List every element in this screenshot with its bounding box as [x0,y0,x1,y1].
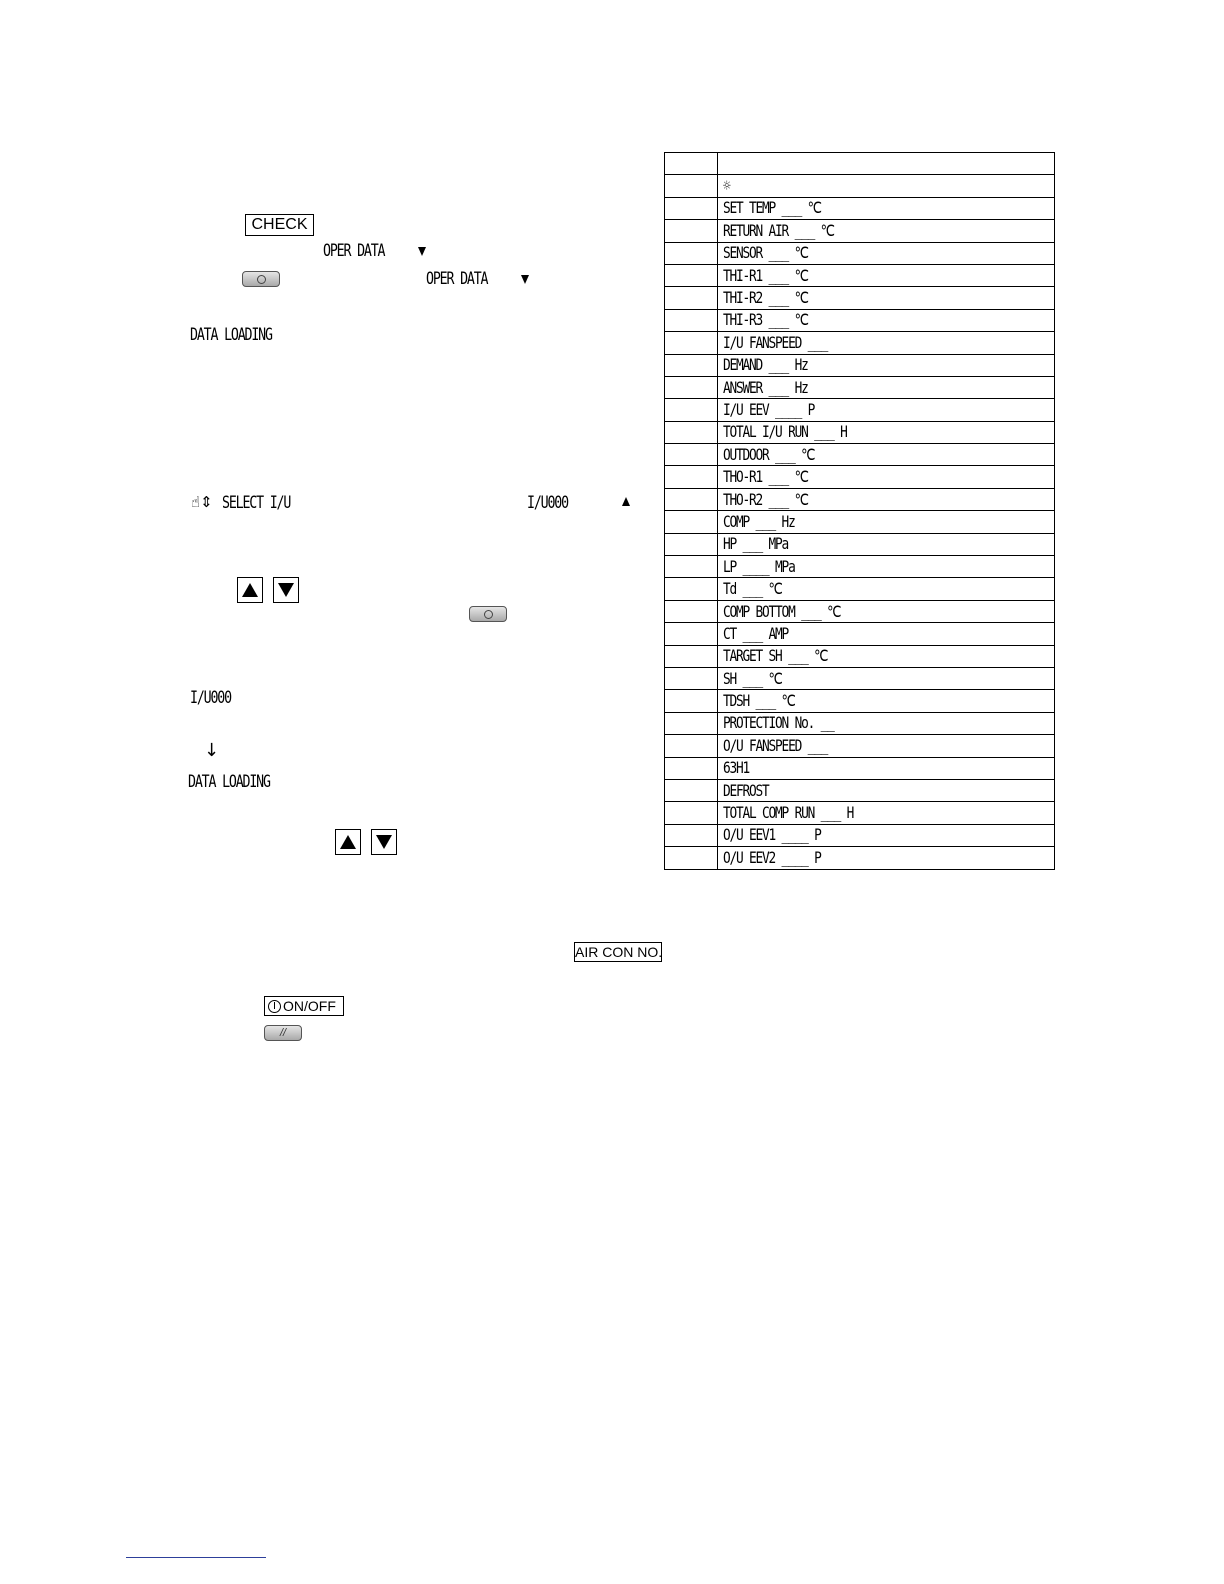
table-row [665,802,1055,824]
table-row [665,444,1055,466]
table-cell-item [718,197,1055,219]
down-arrow-button[interactable] [371,829,397,855]
table-cell-code [665,690,718,712]
table-item-text: TOTAL I/U RUN ___ H [723,422,847,442]
table-cell-code [665,466,718,488]
table-cell-item [718,757,1055,779]
table-cell-code [665,242,718,264]
table-cell-code [665,376,718,398]
table-item-text: ANSWER ___ Hz [723,377,808,397]
table-row [665,376,1055,398]
table-item-text: TDSH ___ ℃ [723,691,795,711]
operation-data-table [664,152,1055,870]
iu000-label: I/U000 [527,493,568,513]
table-item-text: O/U EEV1 ____ P [723,825,821,845]
set-button-icon[interactable] [242,271,280,287]
table-item-text: THI-R1 ___ ℃ [723,265,808,285]
table-cell-item [718,802,1055,824]
table-cell-code [665,824,718,846]
table-item-text: THI-R3 ___ ℃ [723,310,808,330]
select-iu-label: SELECT I/U [222,493,291,513]
table-item-text: RETURN AIR ___ ℃ [723,220,834,240]
table-item-text: TARGET SH ___ ℃ [723,646,828,666]
table-cell-item [718,645,1055,667]
table-row [665,735,1055,757]
table-cell-item [718,667,1055,689]
table-cell-code [665,533,718,555]
table-item-text: COMP ___ Hz [723,511,795,531]
table-item-text: I/U FANSPEED ___ [723,332,828,352]
table-row [665,847,1055,869]
table-cell-item [718,488,1055,510]
oper-data-label-2: OPER DATA [426,269,488,289]
table-item-text: LP ____ MPa [723,556,795,576]
on-off-label: ON/OFF [283,998,336,1014]
table-cell-code [665,600,718,622]
down-arrow-icon: ↓ [204,740,220,761]
table-row [665,220,1055,242]
table-row [665,690,1055,712]
table-item-text: O/U FANSPEED ___ [723,735,828,755]
table-item-text: HP ___ MPa [723,534,789,554]
data-loading-label-2: DATA LOADING [188,772,270,792]
table-item-text: 63H1 [723,758,750,778]
table-row [665,623,1055,645]
table-row [665,421,1055,443]
table-cell-item [718,690,1055,712]
table-row [665,712,1055,734]
table-row [665,824,1055,846]
reset-button-icon[interactable]: // [264,1025,302,1041]
table-cell-item [718,242,1055,264]
table-cell-item [718,399,1055,421]
table-cell-item [718,556,1055,578]
table-item-text: ☼ [723,176,730,196]
table-cell-item [718,824,1055,846]
table-row [665,488,1055,510]
down-triangle-icon [521,275,529,284]
table-cell-code [665,354,718,376]
table-header-cell [718,153,1055,175]
air-con-no-button[interactable]: AIR CON NO. [575,944,663,960]
table-cell-code [665,712,718,734]
table-cell-code [665,645,718,667]
up-triangle-icon [622,497,630,506]
table-cell-code [665,779,718,801]
table-row [665,287,1055,309]
table-item-text: SET TEMP ___ ℃ [723,198,821,218]
hand-updown-icon: ☝⇕ [191,493,213,511]
table-cell-item [718,623,1055,645]
table-cell-code [665,847,718,869]
table-cell-code [665,197,718,219]
table-cell-item [718,712,1055,734]
table-item-text: THO-R1 ___ ℃ [723,467,808,487]
table-row [665,779,1055,801]
table-cell-item [718,354,1055,376]
table-cell-code [665,444,718,466]
check-button[interactable]: CHECK [245,214,314,236]
table-item-text: TOTAL COMP RUN ___ H [723,803,854,823]
table-item-text: COMP BOTTOM ___ ℃ [723,601,841,621]
table-item-text: OUTDOOR ___ ℃ [723,444,815,464]
data-loading-label: DATA LOADING [190,325,272,345]
power-icon [268,1000,281,1013]
table-cell-item [718,600,1055,622]
table-row [665,399,1055,421]
table-cell-code [665,264,718,286]
table-row [665,667,1055,689]
table-row [665,309,1055,331]
table-cell-item [718,421,1055,443]
table-cell-item [718,735,1055,757]
table-cell-code [665,511,718,533]
table-header-row [665,153,1055,175]
table-item-text: PROTECTION No. __ [723,713,834,733]
table-cell-code [665,667,718,689]
table-cell-code [665,578,718,600]
table-item-text: SH ___ ℃ [723,668,782,688]
table-cell-item [718,511,1055,533]
down-arrow-button[interactable] [273,577,299,603]
table-row [665,600,1055,622]
table-item-text: DEMAND ___ Hz [723,355,808,375]
table-cell-item [718,309,1055,331]
table-header-cell [665,153,718,175]
table-row [665,175,1055,197]
table-cell-code [665,399,718,421]
table-cell-code [665,488,718,510]
table-row [665,264,1055,286]
table-cell-item [718,444,1055,466]
table-cell-item [718,578,1055,600]
table-row [665,757,1055,779]
up-arrow-button[interactable] [335,829,361,855]
table-row [665,466,1055,488]
table-row [665,332,1055,354]
table-cell-item [718,220,1055,242]
table-cell-code [665,421,718,443]
table-row [665,556,1055,578]
oper-data-label-1: OPER DATA [323,241,385,261]
on-off-button[interactable] [264,996,344,1016]
table-item-text: Td ___ ℃ [723,579,782,599]
table-row [665,533,1055,555]
table-cell-code [665,220,718,242]
table-item-text: THI-R2 ___ ℃ [723,288,808,308]
table-row [665,242,1055,264]
table-item-text: SENSOR ___ ℃ [723,243,808,263]
table-cell-item [718,264,1055,286]
table-cell-code [665,175,718,197]
table-cell-code [665,623,718,645]
table-cell-item [718,376,1055,398]
table-cell-item [718,287,1055,309]
table-row [665,197,1055,219]
table-item-text: DEFROST [723,780,769,800]
table-cell-item [718,466,1055,488]
table-cell-item [718,175,1055,197]
table-cell-code [665,287,718,309]
table-row [665,511,1055,533]
table-cell-code [665,556,718,578]
table-item-text: CT ___ AMP [723,623,789,643]
table-item-text: I/U EEV ____ P [723,399,815,419]
table-cell-item [718,779,1055,801]
table-item-text: O/U EEV2 ____ P [723,847,821,867]
table-cell-code [665,757,718,779]
table-item-text: THO-R2 ___ ℃ [723,489,808,509]
table-cell-item [718,533,1055,555]
up-arrow-button[interactable] [237,577,263,603]
set-button-icon[interactable] [469,606,507,622]
table-cell-item [718,332,1055,354]
iu000-label-2: I/U000 [190,688,231,708]
table-cell-code [665,309,718,331]
table-row [665,354,1055,376]
table-cell-code [665,802,718,824]
table-row [665,645,1055,667]
table-cell-code [665,332,718,354]
down-triangle-icon [418,247,426,256]
table-cell-item [718,847,1055,869]
table-row [665,578,1055,600]
table-cell-code [665,735,718,757]
footer-link-underline [126,1557,266,1558]
